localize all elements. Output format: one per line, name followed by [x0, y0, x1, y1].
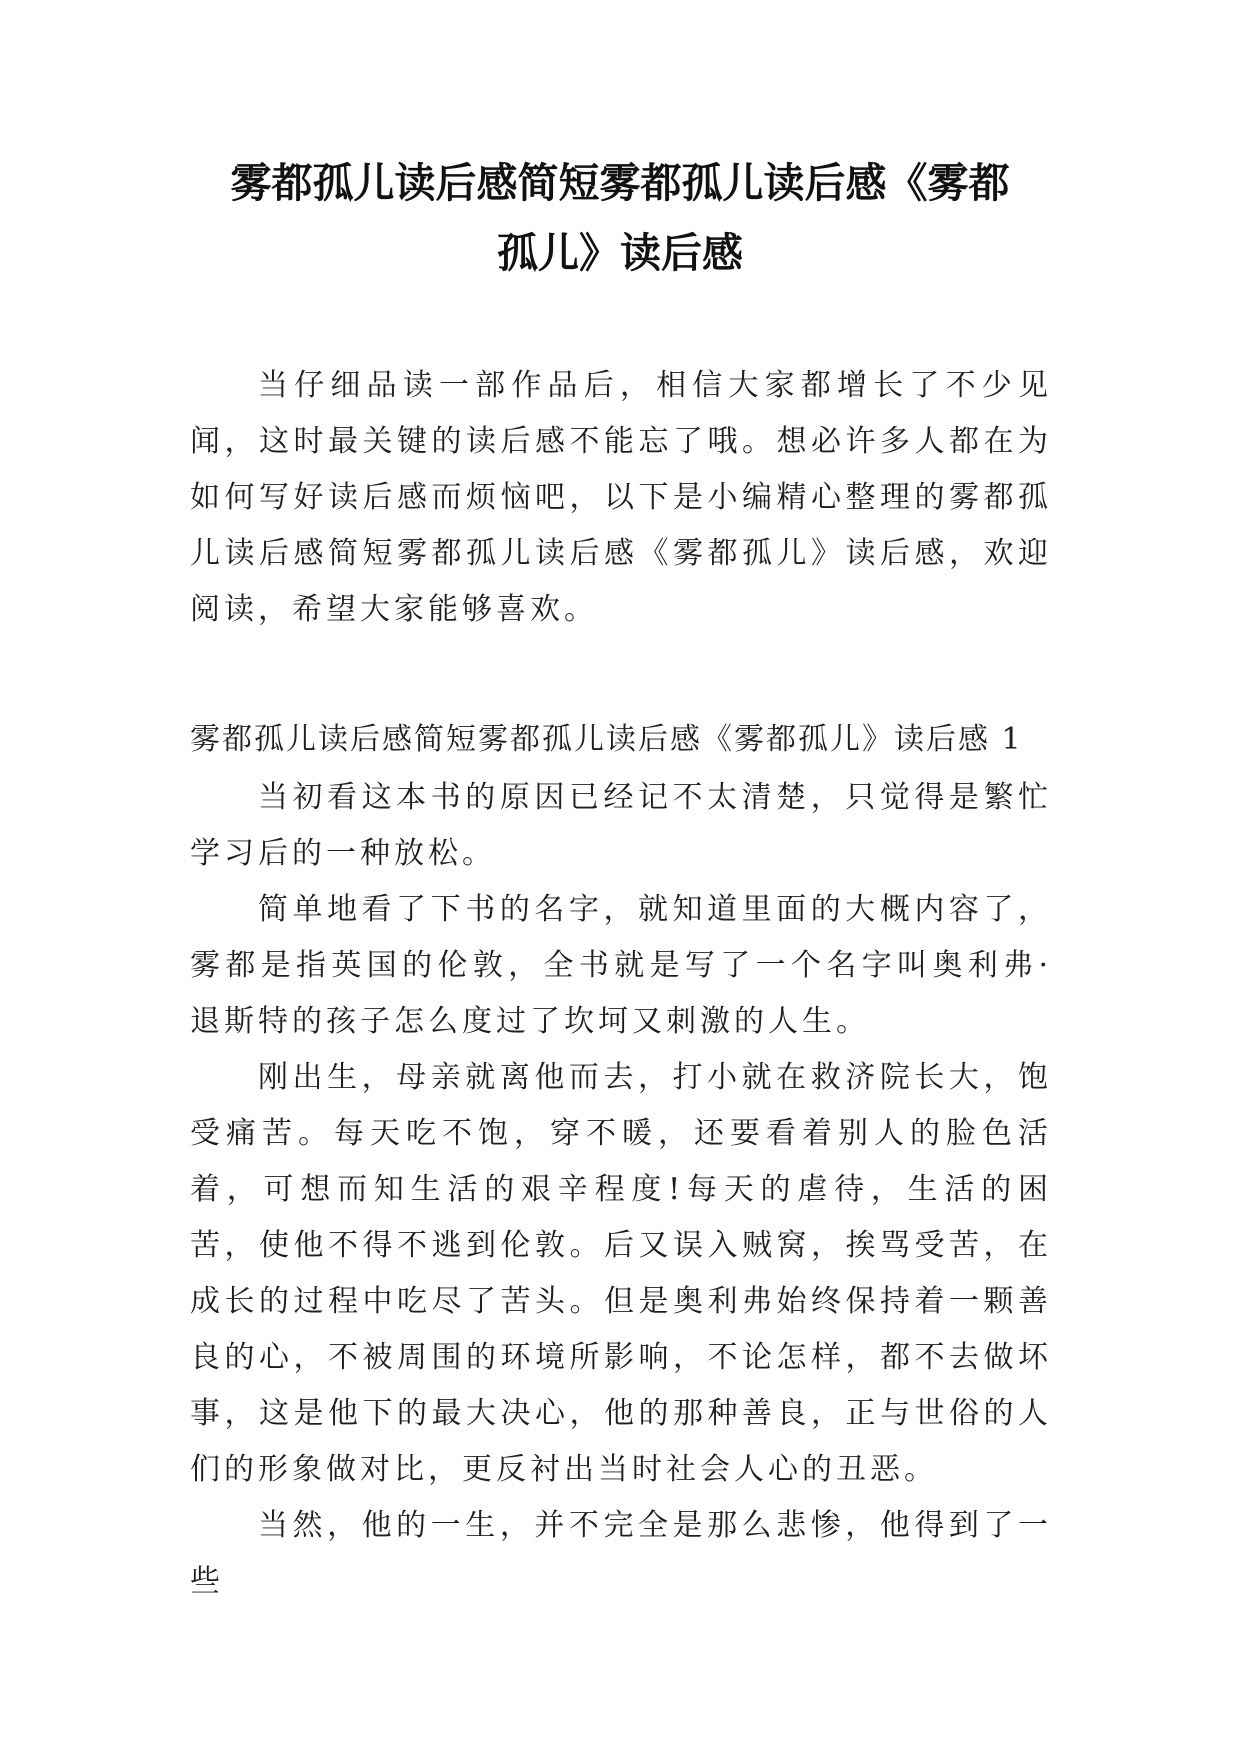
section-heading: 雾都孤儿读后感简短雾都孤儿读后感《雾都孤儿》读后感 1	[190, 722, 1023, 757]
body-paragraph: 当初看这本书的原因已经记不太清楚，只觉得是繁忙学习后的一种放松。	[190, 780, 1052, 871]
body-paragraph: 简单地看了下书的名字，就知道里面的大概内容了，雾都是指英国的伦敦，全书就是写了一个名字叫奥利弗·退斯特的孩子怎么度过了坎坷又刺激的人生。	[190, 892, 1052, 1039]
section-1	[190, 710, 1052, 1610]
body-paragraph: 当然，他的一生，并不完全是那么悲惨，他得到了一些	[190, 1508, 1052, 1599]
document-title	[180, 148, 1060, 288]
intro-block	[190, 358, 1052, 638]
intro-paragraph: 当仔细品读一部作品后，相信大家都增长了不少见闻，这时最关键的读后感不能忘了哦。想必许多人都在为如何写好读后感而烦恼吧，以下是小编精心整理的雾都孤儿读后感简短雾都孤儿读后感《雾都孤儿》读后感，欢迎阅读，希望大家能够喜欢。	[190, 368, 1052, 627]
title-line-2: 孤儿》读后感	[497, 229, 743, 277]
body-paragraph: 刚出生，母亲就离他而去，打小就在救济院长大，饱受痛苦。每天吃不饱，穿不暖，还要看着别人的脸色活着，可想而知生活的艰辛程度!每天的虐待，生活的困苦，使他不得不逃到伦敦。后又误入贼窝，挨骂受苦，在成长的过程中吃尽了苦头。但是奥利弗始终保持着一颗善良的心，不被周围的环境所影响，不论怎样，都不去做坏事，这是他下的最大决心，他的那种善良，正与世俗的人们的形象做对比，更反衬出当时社会人心的丑恶。	[190, 1060, 1052, 1487]
title-line-1: 雾都孤儿读后感简短雾都孤儿读后感《雾都	[230, 159, 1010, 207]
